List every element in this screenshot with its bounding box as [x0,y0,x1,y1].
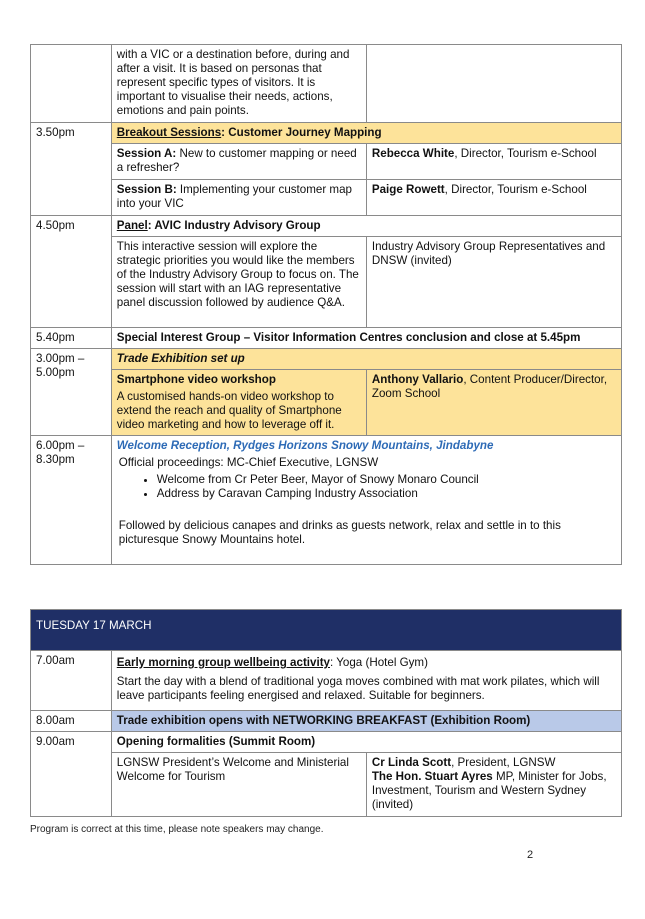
footer-note: Program is correct at this time, please note speakers may change. [30,824,324,835]
opening-speakers: Cr Linda Scott, President, LGNSW The Hon. Stuart Ayres MP, Minister for Jobs, Investment, Tourism and Western Sydney (invited) [366,753,621,817]
table-row [31,237,622,328]
reception-title: Welcome Reception, Rydges Horizons Snowy Mountains, Jindabyne [116,439,494,452]
table-row [31,370,622,436]
table-row [31,436,622,565]
empty-cell [366,45,621,123]
session-a-speaker: Rebecca White, Director, Tourism e-School [366,144,621,180]
time-cell [31,45,112,123]
list-item: • Welcome from Cr Peter Beer, Mayor of Snowy Monaro Council [157,473,616,487]
table-row [31,180,622,216]
table-row [31,753,622,817]
sig-title: Special Interest Group – Visitor Information Centres conclusion and close at 5.45pm [111,328,621,349]
workshop-title: Smartphone video workshop [116,373,276,386]
list-item: • Address by Caravan Camping Industry Association [157,487,616,501]
time-cell: 9.00am [31,732,112,817]
program-table-monday [30,44,622,565]
table-row [31,45,622,123]
wellbeing-title: Early morning group wellbeing activity: Yoga (Hotel Gym) [116,656,428,669]
workshop-description: A customised hands-on video workshop to extend the reach and quality of Smartphone video marketing and how to leverage off it. [116,390,342,431]
time-cell: 6.00pm – 8.30pm [31,436,112,565]
breakfast-title: Trade exhibition opens with NETWORKING BREAKFAST (Exhibition Room) [111,711,621,732]
program-table-tuesday [30,609,622,817]
wellbeing [111,651,621,711]
intro-continued: with a VIC or a destination before, during and after a visit. It is based on personas that represent specific types of visitors. It is important to visualise their needs, actions, emotions and pain points. [111,45,366,123]
wellbeing-description: Start the day with a blend of traditional yoga moves combined with mat work pilates, which will leave participants feeling energised and relaxed. Suitable for beginners. [116,675,600,702]
time-cell: 3.00pm – 5.00pm [31,349,112,436]
day-header: TUESDAY 17 MARCH [31,610,622,651]
opening-title: Opening formalities (Summit Room) [111,732,621,753]
reception [111,436,621,565]
time-cell: 7.00am [31,651,112,711]
time-cell: 4.50pm [31,216,112,328]
breakout-title: Breakout Sessions: Customer Journey Mapping [111,123,621,144]
reception-proceedings: Official proceedings: MC-Chief Executive, LGNSW [118,456,379,469]
reception-followup: Followed by delicious canapes and drinks as guests network, relax and settle in to this picturesque Snowy Mountains hotel. [118,519,561,546]
table-row [31,349,622,370]
time-cell: 5.40pm [31,328,112,349]
table-row [31,732,622,753]
panel-title: Panel: AVIC Industry Advisory Group [111,216,621,237]
table-row [31,610,622,651]
page-number: 2 [527,849,534,861]
workshop-speaker: Anthony Vallario, Content Producer/Director, Zoom School [366,370,621,436]
reception-bullets [117,473,616,501]
table-row [31,651,622,711]
time-cell: 3.50pm [31,123,112,216]
trade-title: Trade Exhibition set up [111,349,621,370]
workshop [111,370,366,436]
table-row [31,711,622,732]
panel-speakers: Industry Advisory Group Representatives and DNSW (invited) [366,237,621,328]
opening-session: LGNSW President’s Welcome and Ministerial Welcome for Tourism [111,753,366,817]
session-a: Session A: New to customer mapping or need a refresher? [111,144,366,180]
session-b-speaker: Paige Rowett, Director, Tourism e-School [366,180,621,216]
table-row [31,328,622,349]
table-row [31,216,622,237]
panel-description: This interactive session will explore the strategic priorities you would like the members of the Industry Advisory Group to focus on. The session will start with an IAG representative panel discussion followed by audience Q&A. [111,237,366,328]
session-b: Session B: Implementing your customer map into your VIC [111,180,366,216]
table-row [31,144,622,180]
table-row [31,123,622,144]
time-cell: 8.00am [31,711,112,732]
